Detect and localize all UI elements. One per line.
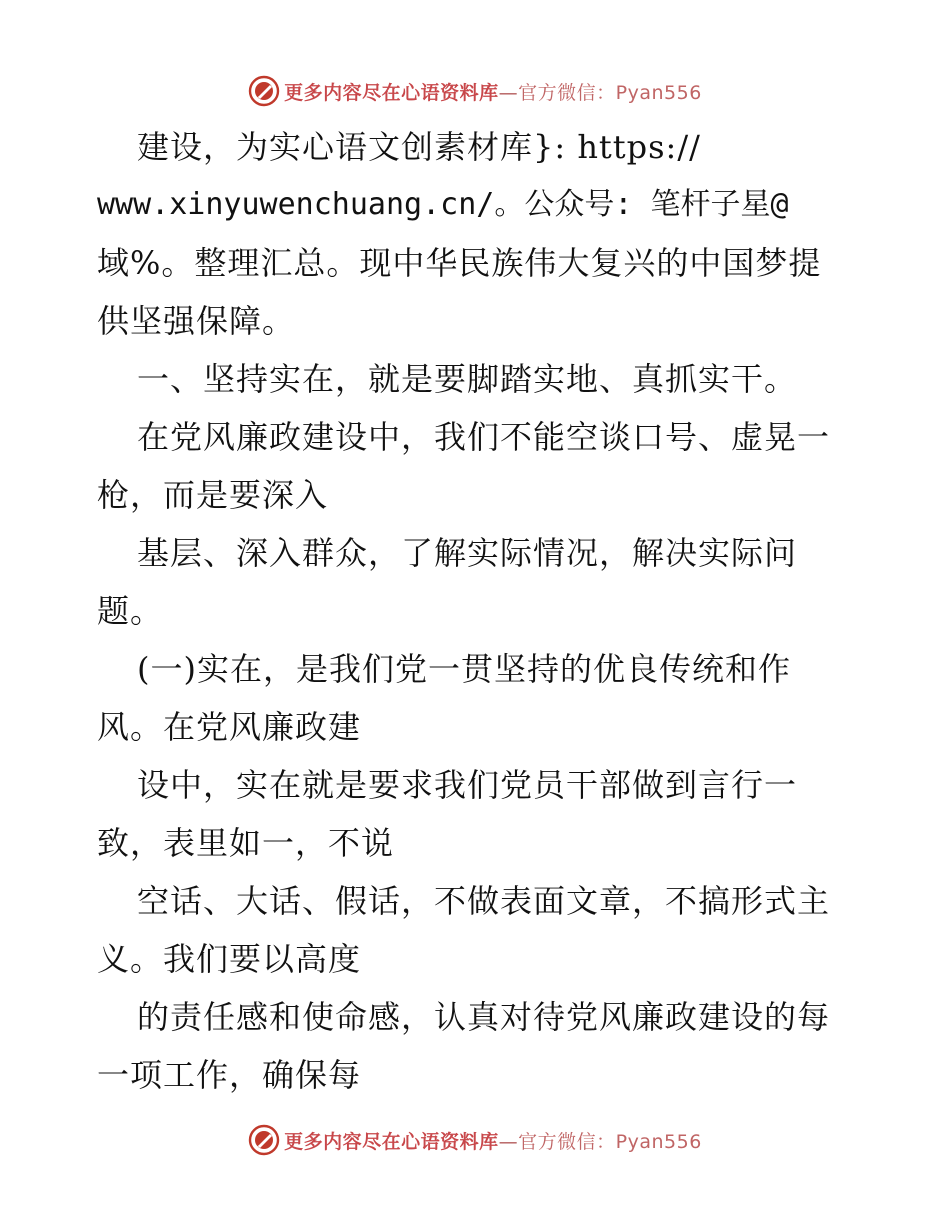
text-line: 的责任感和使命感，认真对待党风廉政建设的每	[137, 998, 831, 1036]
text-line: 致，表里如一，不说	[97, 824, 395, 862]
text-line: 义。我们要以高度	[97, 940, 362, 978]
text-line: 设中，实在就是要求我们党员干部做到言行一	[137, 766, 798, 804]
text-line: 风。在党风廉政建	[97, 708, 362, 746]
footer-banner-main: 更多内容尽在心语资料库	[284, 1130, 499, 1153]
text-line: 基层、深入群众，了解实际情况，解决实际问	[137, 534, 798, 572]
header-banner-text	[284, 78, 702, 105]
text-line: www.xinyuwenchuang.cn/。公众号: 笔杆子星@	[97, 187, 789, 222]
text-line: 空话、大话、假话，不做表面文章，不搞形式主	[137, 882, 831, 920]
text-line: 在党风廉政建设中，我们不能空谈口号、虚晃一	[137, 418, 831, 456]
pen-logo-icon	[248, 75, 280, 107]
text-line: 建设，为实心语文创素材库}: https://	[137, 128, 701, 166]
document-body	[97, 118, 857, 1104]
pen-logo-icon	[248, 1124, 280, 1156]
footer-banner-text	[284, 1127, 702, 1154]
text-line: 域%。整理汇总。现中华民族伟大复兴的中国梦提	[97, 244, 822, 282]
footer-banner-separator: —	[498, 1130, 519, 1153]
header-banner-separator: —	[498, 81, 519, 104]
text-line: 题。	[97, 592, 164, 630]
header-banner-wechat: 官方微信：Pyan556	[518, 81, 702, 104]
text-line: 一项工作，确保每	[97, 1056, 362, 1094]
subsection-heading: (一)实在，是我们党一贯坚持的优良传统和作	[137, 650, 791, 688]
text-line: 供坚强保障。	[97, 302, 296, 340]
header-banner-main: 更多内容尽在心语资料库	[284, 81, 499, 104]
header-banner	[0, 71, 950, 111]
text-line: 枪，而是要深入	[97, 476, 329, 514]
section-heading: 一、坚持实在，就是要脚踏实地、真抓实干。	[137, 360, 798, 398]
footer-banner	[0, 1120, 950, 1160]
footer-banner-wechat: 官方微信：Pyan556	[518, 1130, 702, 1153]
